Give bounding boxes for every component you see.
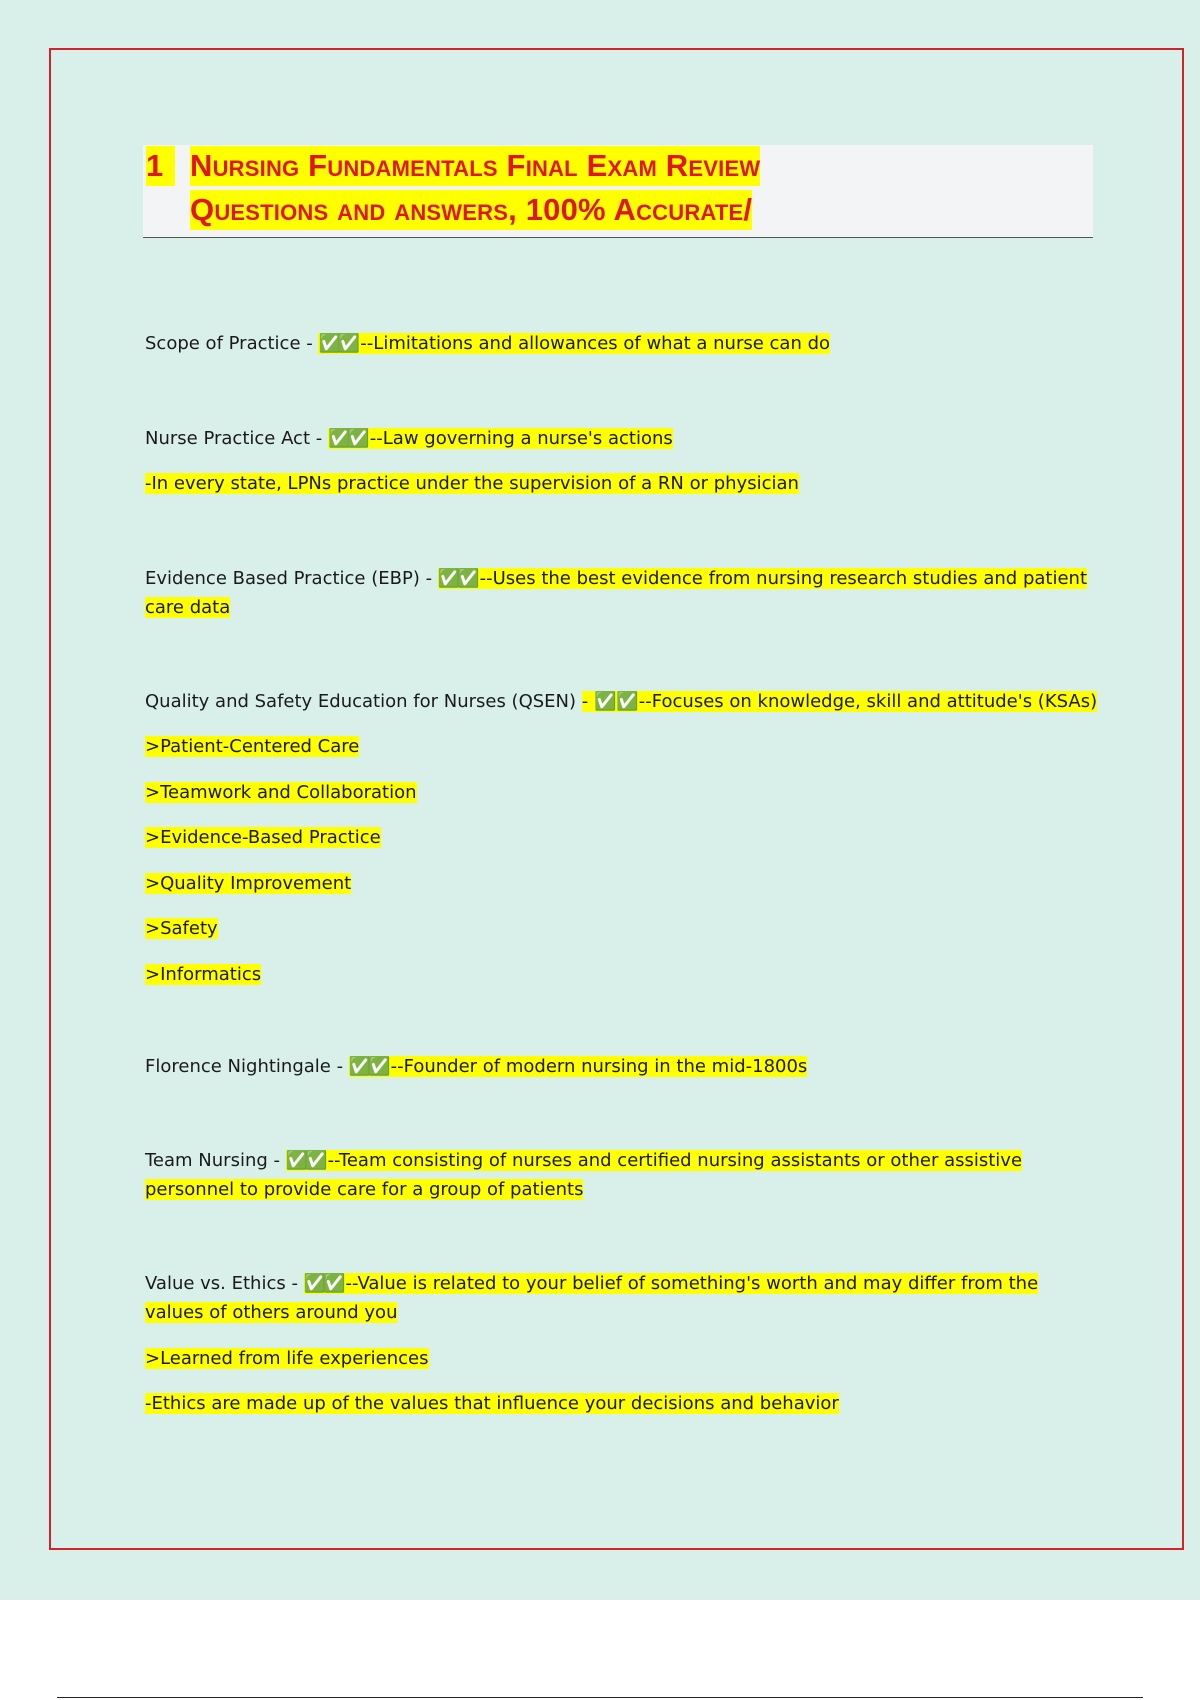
qsen-item	[145, 870, 351, 898]
entry-definition-continued	[145, 1299, 397, 1327]
qsen-item	[145, 779, 417, 807]
qsen-item-text: >Quality Improvement	[145, 873, 352, 894]
entry-note	[145, 470, 799, 498]
entry-evidence-based-practice	[145, 565, 1087, 593]
entry-term: Value vs. Ethics -	[145, 1273, 304, 1294]
entry-note-text: -In every state, LPNs practice under the supervision of a RN or physician	[145, 473, 799, 494]
entry-definition-cont: care data	[145, 597, 231, 618]
entry-definition-cont: values of others around you	[145, 1302, 398, 1323]
entry-florence-nightingale	[145, 1053, 807, 1081]
entry-note-text: -Ethics are made up of the values that influence your decisions and behavior	[145, 1393, 839, 1414]
entry-nurse-practice-act	[145, 425, 673, 453]
entry-term: Scope of Practice -	[145, 333, 319, 354]
entry-definition: --Value is related to your belief of something's worth and may differ from the	[345, 1273, 1039, 1294]
qsen-item-text: >Evidence-Based Practice	[145, 827, 381, 848]
entry-definition: --Uses the best evidence from nursing research studies and patient	[479, 568, 1088, 589]
entry-term: Team Nursing -	[145, 1150, 286, 1171]
entry-scope-of-practice	[145, 330, 830, 358]
entry-definition-continued	[145, 594, 230, 622]
entry-qsen	[145, 688, 1097, 716]
checkmark-icon: ✅✅	[327, 428, 367, 449]
checkmark-icon: ✅✅	[285, 1150, 325, 1171]
entry-term: Nurse Practice Act -	[145, 428, 328, 449]
entry-value-vs-ethics	[145, 1270, 1038, 1298]
entry-definition: - ✅✅--Focuses on knowledge, skill and attitude's (KSAs)	[581, 691, 1098, 712]
document-title-line-2: Questions and answers, 100% Accurate/	[190, 190, 752, 230]
entry-term: Quality and Safety Education for Nurses (QSEN)	[145, 691, 582, 712]
checkmark-icon: ✅✅	[437, 568, 477, 589]
document-title-line-1: Nursing Fundamentals Final Exam Review	[190, 146, 760, 186]
qsen-item-text: >Informatics	[145, 964, 262, 985]
qsen-item	[145, 915, 218, 943]
entry-definition: --Law governing a nurse's actions	[369, 428, 673, 449]
entry-note	[145, 1390, 839, 1418]
entry-definition-cont: personnel to provide care for a group of patients	[145, 1179, 584, 1200]
entry-team-nursing	[145, 1147, 1022, 1175]
qsen-item-text: >Teamwork and Collaboration	[145, 782, 417, 803]
entry-definition-continued	[145, 1176, 583, 1204]
qsen-item	[145, 733, 359, 761]
heading-number: 1	[146, 146, 175, 186]
entry-term: Florence Nightingale -	[145, 1056, 349, 1077]
entry-term: Evidence Based Practice (EBP) -	[145, 568, 438, 589]
entry-definition: --Limitations and allowances of what a nurse can do	[360, 333, 831, 354]
qsen-item-text: >Safety	[145, 918, 218, 939]
qsen-item-text: >Patient-Centered Care	[145, 736, 360, 757]
entry-definition: --Team consisting of nurses and certified nursing assistants or other assistive	[327, 1150, 1023, 1171]
qsen-item	[145, 824, 381, 852]
checkmark-icon: ✅✅	[348, 1056, 388, 1077]
entry-note-text: >Learned from life experiences	[145, 1348, 429, 1369]
checkmark-icon: ✅✅	[318, 333, 358, 354]
footer-divider	[57, 1697, 1143, 1698]
checkmark-icon: ✅✅	[303, 1273, 343, 1294]
qsen-item	[145, 961, 261, 989]
entry-definition: --Founder of modern nursing in the mid-1800s	[390, 1056, 808, 1077]
entry-note	[145, 1345, 429, 1373]
